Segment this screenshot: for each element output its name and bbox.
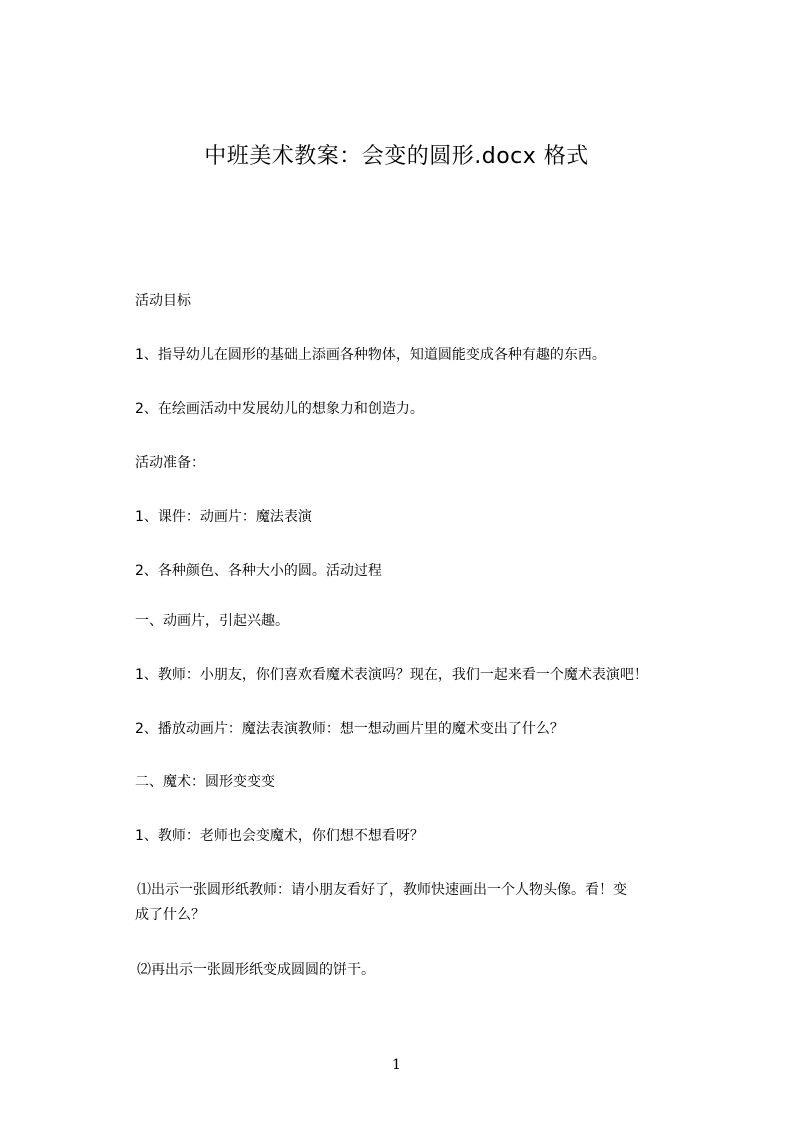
paragraph-preparation-1: 1、课件：动画片：魔法表演 (135, 509, 312, 525)
paragraph-section-2-heading: 二、魔术：圆形变变变 (135, 774, 275, 790)
paragraph-section-2-item-1: 1、教师：老师也会变魔术，你们想不想看呀？ (135, 828, 424, 844)
paragraph-step-1-line-2: 成了什么？ (135, 907, 205, 923)
paragraph-preparation-2: 2、各种颜色、各种大小的圆。活动过程 (135, 563, 382, 579)
paragraph-goal-2: 2、在绘画活动中发展幼儿的想象力和创造力。 (135, 401, 424, 417)
paragraph-section-1-item-1: 1、教师：小朋友，你们喜欢看魔术表演吗？现在，我们一起来看一个魔术表演吧！ (135, 667, 648, 683)
paragraph-section-1-heading: 一、动画片，引起兴趣。 (135, 613, 289, 629)
paragraph-activity-goals-heading: 活动目标 (135, 293, 191, 309)
paragraph-section-1-item-2: 2、播放动画片：魔法表演教师：想一想动画片里的魔术变出了什么？ (135, 721, 564, 737)
paragraph-preparation-heading: 活动准备： (135, 455, 205, 471)
document-title: 中班美术教案：会变的圆形.docx 格式 (204, 144, 589, 169)
paragraph-step-1-line-1: ⑴出示一张圆形纸教师：请小朋友看好了，教师快速画出一个人物头像。看！变 (137, 882, 627, 898)
paragraph-goal-1: 1、指导幼儿在圆形的基础上添画各种物体，知道圆能变成各种有趣的东西。 (135, 347, 606, 363)
paragraph-step-2: ⑵再出示一张圆形纸变成圆圆的饼干。 (137, 962, 375, 978)
page-number: 1 (392, 1057, 401, 1073)
